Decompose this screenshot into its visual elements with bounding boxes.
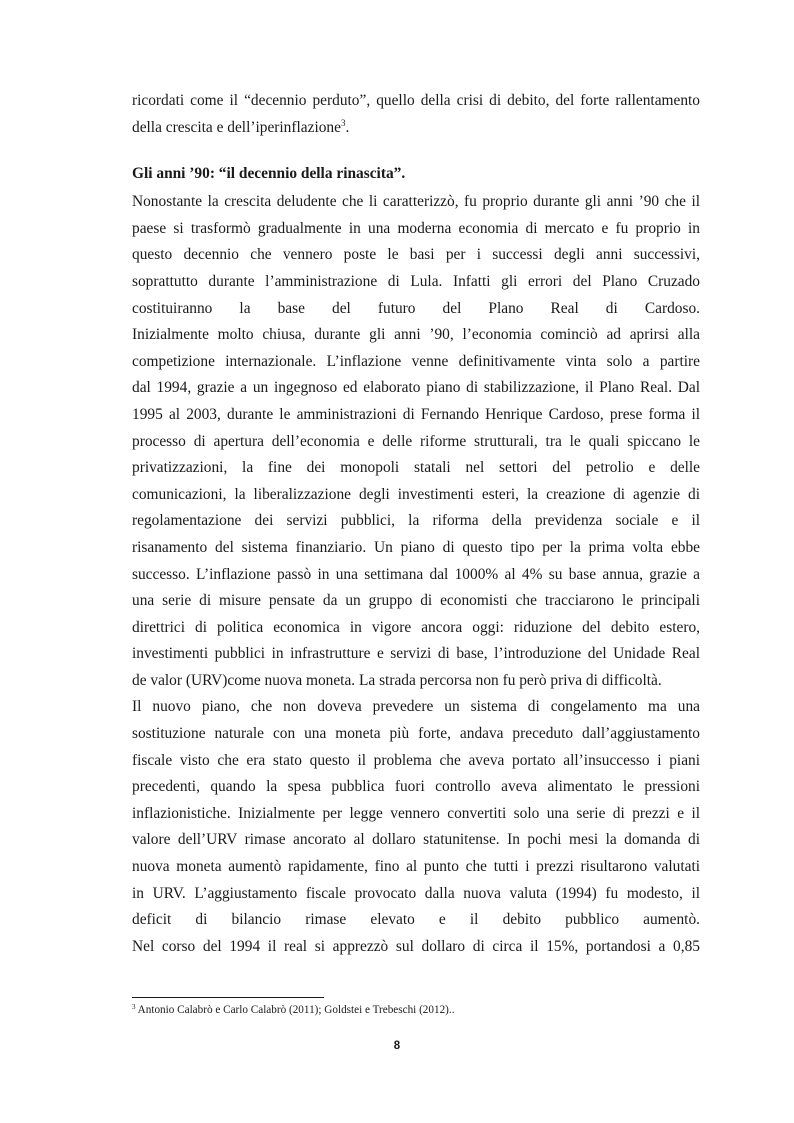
text-line: Inizialmente molto chiusa, durante gli anni ’90, l’economia cominciò ad aprirsi alla xyxy=(132,326,700,344)
text-line: 1995 al 2003, durante le amministrazioni di Fernando Henrique Cardoso, prese forma il xyxy=(132,405,700,423)
section-heading: Gli anni ’90: “il decennio della rinascita”. xyxy=(132,165,406,183)
page-number: 8 xyxy=(393,1040,401,1052)
footnote-separator xyxy=(132,997,324,998)
text-line: ricordati come il “decennio perduto”, quello della crisi di debito, del forte rallentamento xyxy=(132,92,700,109)
text-line: una serie di misure pensate da un gruppo di economisti che tracciarono le principali xyxy=(132,592,700,610)
text-line: nuova moneta aumentò rapidamente, fino al punto che tutti i prezzi risultarono valutati xyxy=(132,858,700,876)
text-line: valore dell’URV rimase ancorato al dollaro statunitense. In pochi mesi la domanda di xyxy=(132,831,700,849)
text-line: processo di apertura dell’economia e delle riforme strutturali, tra le quali spiccano le xyxy=(132,432,700,450)
text-fragment: . xyxy=(345,118,350,136)
intro-paragraph xyxy=(132,88,700,141)
text-line: privatizzazioni, la fine dei monopoli statali nel settori del petrolio e delle xyxy=(132,459,700,477)
text-line: de valor (URV)come nuova moneta. La strada percorsa non fu però priva di difficoltà. xyxy=(132,671,662,689)
page-body xyxy=(132,88,700,960)
text-fragment: della crescita e dell’iperinflazione xyxy=(132,118,341,136)
text-line: sostituzione naturale con una moneta più forte, andava preceduto dall’aggiustamento xyxy=(132,725,700,743)
text-line: fiscale visto che era stato questo il problema che aveva portato all’insuccesso i piani xyxy=(132,751,700,769)
text-line: inflazionistiche. Inizialmente per legge vennero convertiti solo una serie di prezzi e il xyxy=(132,804,700,822)
text-line: regolamentazione dei servizi pubblici, la riforma della previdenza sociale e il xyxy=(132,512,700,530)
text-line: Nonostante la crescita deludente che li caratterizzò, fu proprio durante gli anni ’90 che il xyxy=(132,193,700,211)
text-line: deficit di bilancio rimase elevato e il debito pubblico aumentò. xyxy=(132,911,700,929)
text-line: costituiranno la base del futuro del Plano Real di Cardoso. xyxy=(132,299,700,317)
footnote-number: 3 xyxy=(132,1003,136,1011)
text-line: investimenti pubblici in infrastrutture e servizi di base, l’introduzione del Unidade Real xyxy=(132,645,700,663)
text-line: paese si trasformò gradualmente in una moderna economia di mercato e fu proprio in xyxy=(132,219,700,237)
text-line: precedenti, quando la spesa pubblica fuori controllo aveva alimentato le pressioni xyxy=(132,778,700,796)
footnote xyxy=(132,1003,700,1017)
text-line: competizione internazionale. L’inflazione venne definitivamente vinta solo a partire xyxy=(132,352,700,370)
text-line: Il nuovo piano, che non doveva prevedere un sistema di congelamento ma una xyxy=(132,698,700,716)
text-line: questo decennio che vennero poste le basi per i successi degli anni successivi, xyxy=(132,246,700,264)
paragraph-1 xyxy=(132,189,700,694)
text-line: in URV. L’aggiustamento fiscale provocato dalla nuova valuta (1994) fu modesto, il xyxy=(132,884,700,902)
text-line: dal 1994, grazie a un ingegnoso ed elaborato piano di stabilizzazione, il Plano Real. Dal xyxy=(132,379,700,397)
footnote-reference[interactable]: 3 xyxy=(340,117,346,128)
text-line xyxy=(132,115,700,142)
text-line: soprattutto durante l’amministrazione di Lula. Infatti gli errori del Plano Cruzado xyxy=(132,272,700,290)
footnote-text: Antonio Calabrò e Carlo Calabrò (2011); Goldstei e Trebeschi (2012).. xyxy=(135,1004,455,1016)
paragraph-2 xyxy=(132,694,700,960)
text-line: successo. L’inflazione passò in una settimana dal 1000% al 4% su base annua, grazie a xyxy=(132,565,700,583)
text-line: Nel corso del 1994 il real si apprezzò sul dollaro di circa il 15%, portandosi a 0,85 xyxy=(132,937,700,955)
text-line: risanamento del sistema finanziario. Un piano di questo tipo per la prima volta ebbe xyxy=(132,538,700,556)
text-line: comunicazioni, la liberalizzazione degli investimenti esteri, la creazione di agenzie di xyxy=(132,485,700,503)
text-line: direttrici di politica economica in vigore ancora oggi: riduzione del debito estero, xyxy=(132,618,700,636)
